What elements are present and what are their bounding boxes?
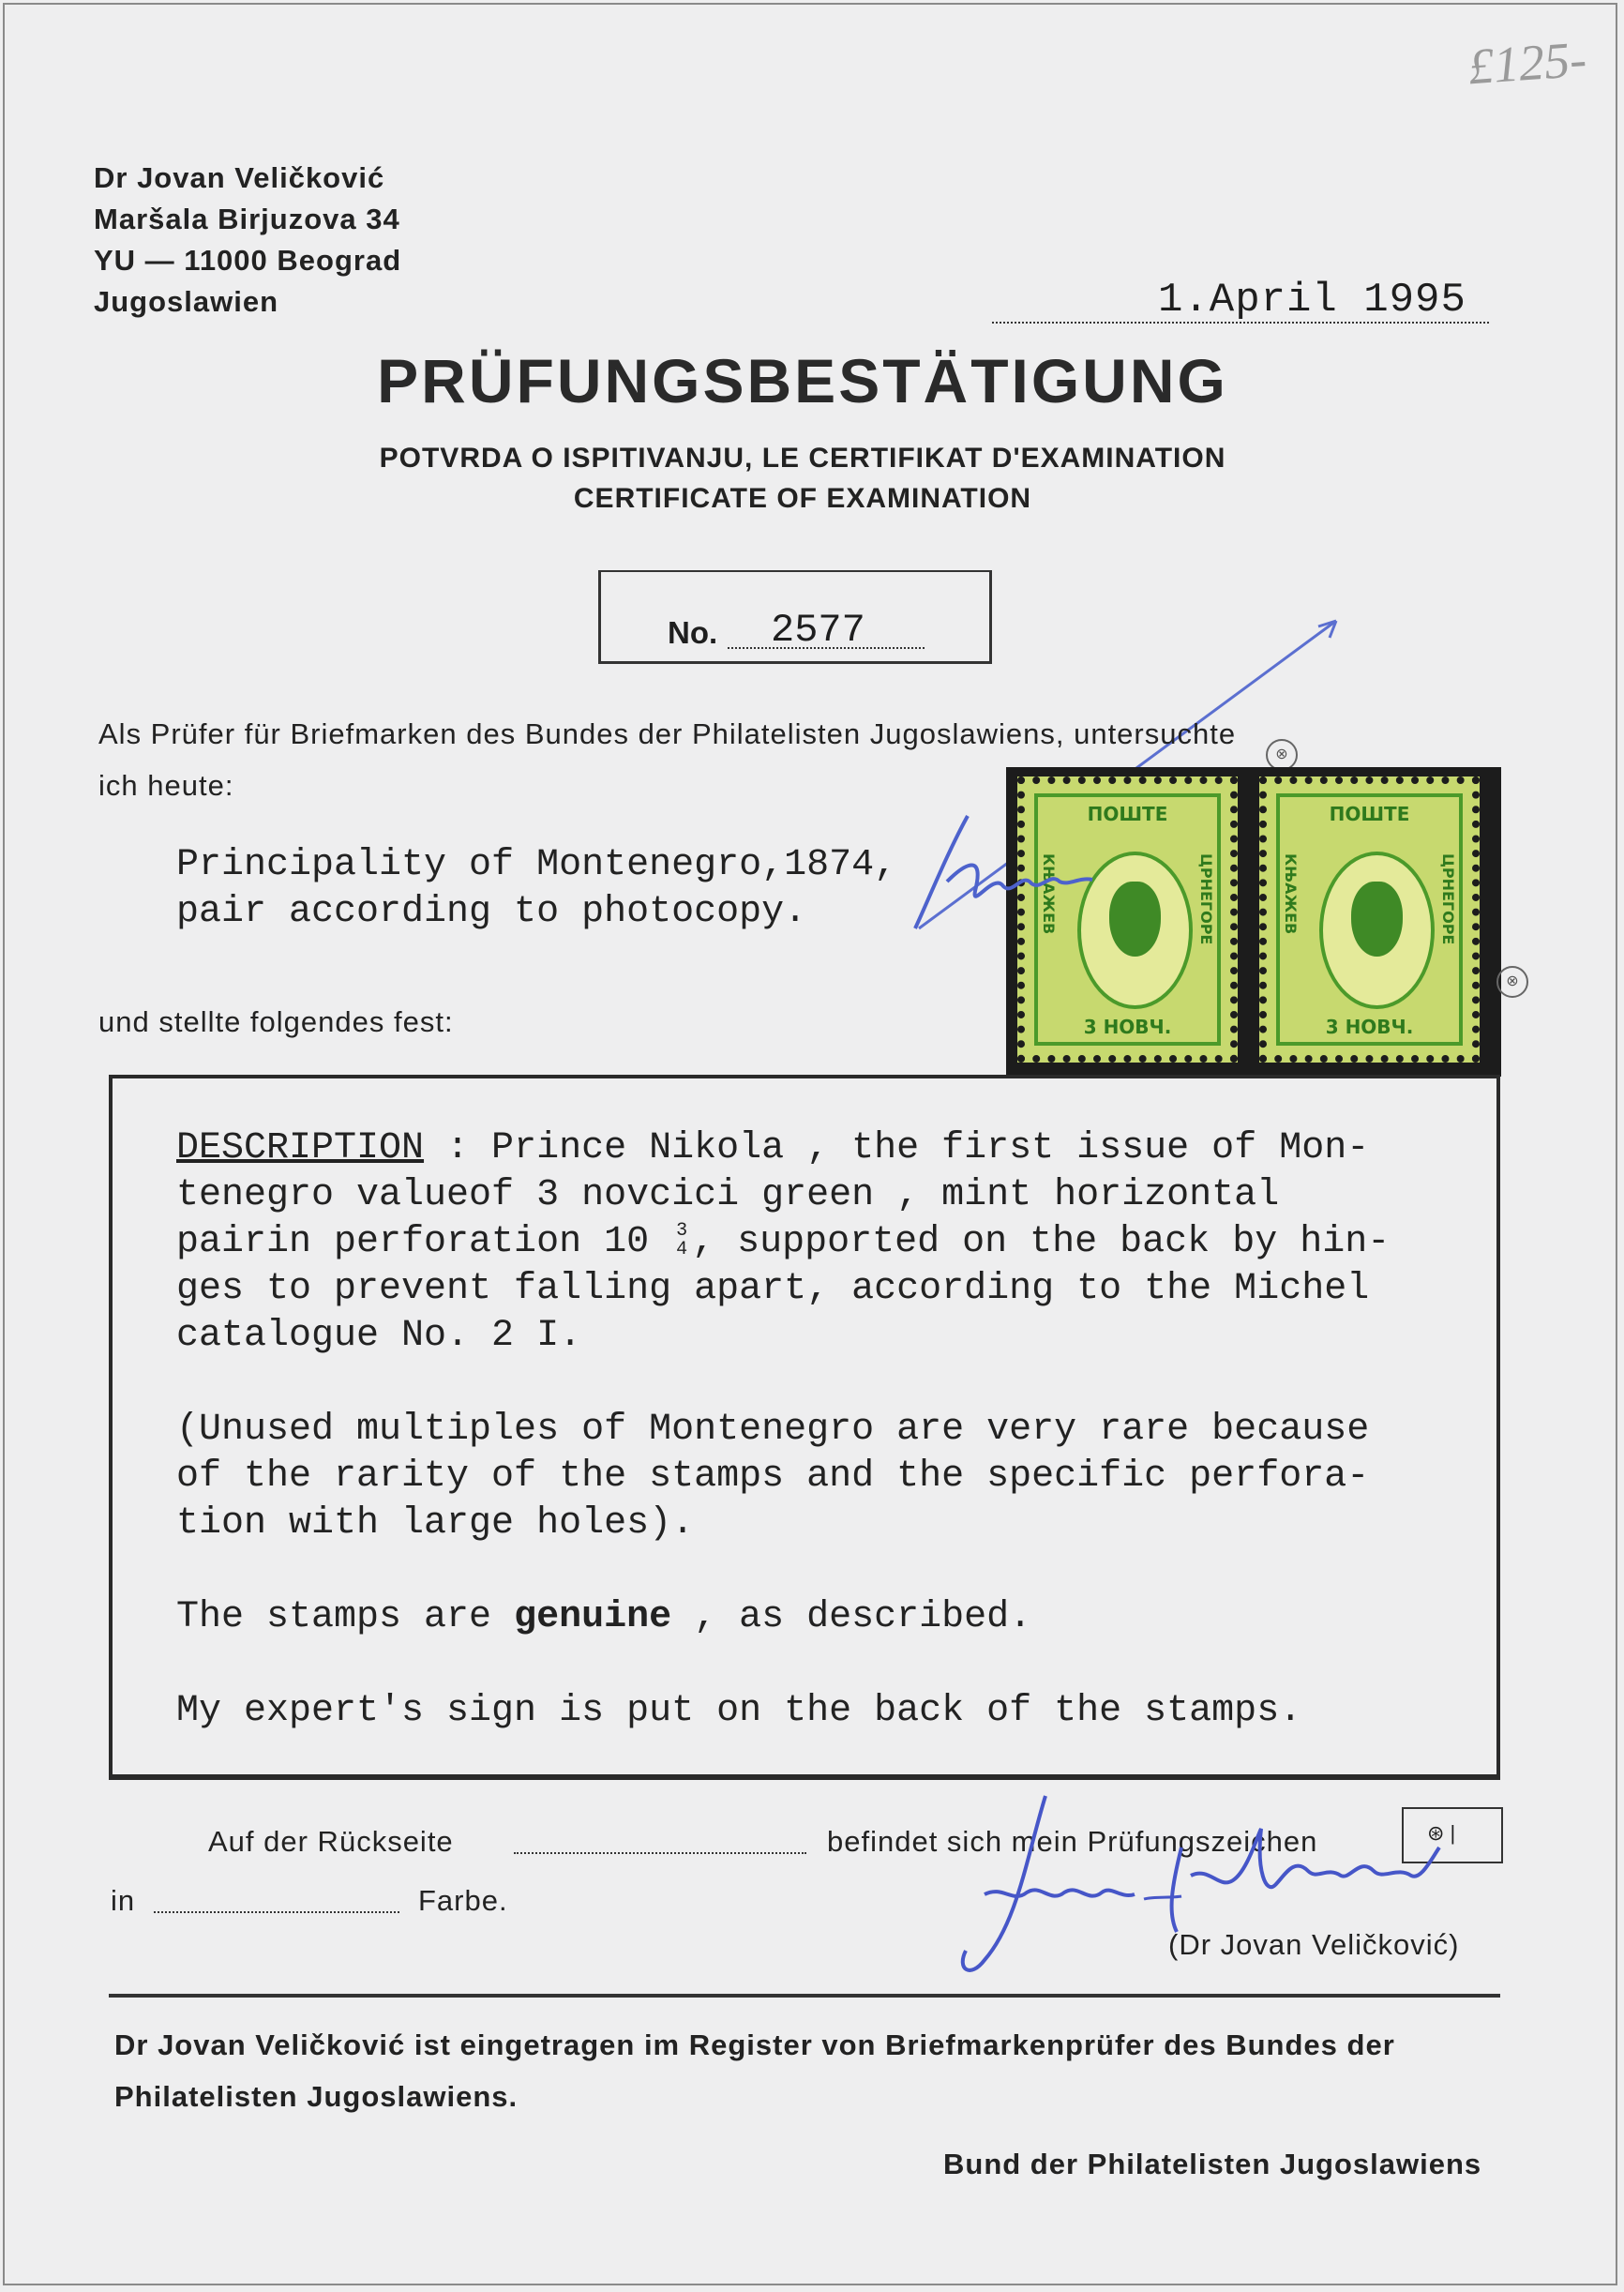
description-text: , supported on the back by hin- xyxy=(692,1221,1391,1263)
genuine-statement xyxy=(176,1596,1031,1638)
examiner-name: Dr Jovan Veličković xyxy=(94,161,385,194)
color-farbe-label: Farbe. xyxy=(418,1884,508,1917)
stamp-value-text: 3 НОВЧ. xyxy=(1083,1016,1172,1038)
subtitle-english: CERTIFICATE OF EXAMINATION xyxy=(573,483,1032,514)
fraction-denominator: 4 xyxy=(676,1239,688,1261)
prince-portrait-medallion xyxy=(1319,852,1435,1009)
footer-registry-line-2: Philatelisten Jugoslawiens. xyxy=(114,2080,519,2113)
item-description-line-1: Principality of Montenegro,1874, xyxy=(176,844,897,886)
examiner-city: YU — 11000 Beograd xyxy=(94,244,402,277)
expert-sign-statement: My expert's sign is put on the back of the stamps. xyxy=(176,1690,1302,1732)
genuine-suffix: , as described. xyxy=(671,1596,1032,1638)
stamp-value-text: 3 НОВЧ. xyxy=(1325,1016,1414,1038)
page-title: PRÜFUNGSBESTÄTIGUNG xyxy=(377,346,1228,415)
blue-initials-signature xyxy=(910,797,1097,938)
prince-head-icon xyxy=(1109,882,1161,957)
prince-head-icon xyxy=(1351,882,1403,957)
certificate-date: 1.April 1995 xyxy=(1158,277,1466,324)
pencil-price-note: £125- xyxy=(1466,30,1588,96)
description-line-1 xyxy=(176,1127,1369,1169)
subtitle-multilingual: POTVRDA O ISPITIVANJU, LE CERTIFIKAT D'EXAMINATION xyxy=(379,443,1226,474)
examiner-country: Jugoslawien xyxy=(94,285,279,318)
stamp-top-text: ПОШТЕ xyxy=(1087,803,1168,825)
examiner-handwritten-signature xyxy=(947,1782,1510,1998)
examiner-mark-icon: ⊛ | xyxy=(1427,1821,1456,1845)
genuine-word: genuine xyxy=(514,1596,672,1638)
back-side-label: Auf der Rückseite xyxy=(208,1825,454,1858)
stamp-right-text: ЦРНЕГОРЕ xyxy=(1439,853,1457,945)
stamp-left-text: КЊАЖЕВ xyxy=(1040,853,1058,935)
stamp-frame xyxy=(1276,793,1463,1046)
stamp-top-text: ПОШТЕ xyxy=(1329,803,1410,825)
examiner-street: Maršala Birjuzova 34 xyxy=(94,203,400,235)
stamp-right-text: ЦРНЕГОРЕ xyxy=(1197,853,1215,945)
color-in-label: in xyxy=(111,1884,136,1917)
intro-text-line-1: Als Prüfer für Briefmarken des Bundes der Philatelisten Jugoslawiens, untersuchte xyxy=(98,717,1237,750)
rarity-note-line-1: (Unused multiples of Montenegro are very rare because xyxy=(176,1409,1370,1451)
footer-divider xyxy=(109,1994,1500,1998)
genuine-prefix: The stamps are xyxy=(176,1596,515,1638)
description-line-2: tenegro valueof 3 novcici green , mint horizontal xyxy=(176,1174,1280,1216)
item-description-line-2: pair according to photocopy. xyxy=(176,891,807,933)
rarity-note-line-3: tion with large holes). xyxy=(176,1502,695,1545)
findings-label: und stellte folgendes fest: xyxy=(98,1005,454,1038)
certificate-number: 2577 xyxy=(771,608,865,653)
footer-signoff: Bund der Philatelisten Jugoslawiens xyxy=(943,2148,1482,2180)
back-side-dotted-line xyxy=(514,1852,806,1854)
signature-name: (Dr Jovan Veličković) xyxy=(1168,1928,1460,1961)
fraction-numerator: 3 xyxy=(676,1220,688,1243)
rarity-note-line-2: of the rarity of the stamps and the specific perfora- xyxy=(176,1455,1370,1498)
description-line-3 xyxy=(176,1221,1390,1263)
description-text: pairin perforation 10 xyxy=(176,1221,672,1263)
stamp-right xyxy=(1259,777,1480,1063)
fraction-three-quarters xyxy=(671,1222,692,1259)
stamp-left-text: КЊАЖЕВ xyxy=(1282,853,1300,935)
description-text: : Prince Nikola , the first issue of Mon- xyxy=(424,1127,1370,1169)
description-label: DESCRIPTION xyxy=(176,1127,425,1169)
intro-text-line-2: ich heute: xyxy=(98,769,234,802)
examiner-seal-icon: ⊗ xyxy=(1266,739,1298,771)
color-dotted-line xyxy=(154,1911,399,1913)
examiner-seal-icon: ⊗ xyxy=(1496,966,1528,998)
certificate-number-label: No. xyxy=(668,615,718,650)
footer-registry-line-1: Dr Jovan Veličković ist eingetragen im Register von Briefmarkenprüfer des Bundes der xyxy=(114,2028,1395,2061)
examination-mark-label: befindet sich mein Prüfungszeichen xyxy=(827,1825,1318,1858)
description-line-5: catalogue No. 2 I. xyxy=(176,1315,582,1357)
description-line-4: ges to prevent falling apart, according to the Michel xyxy=(176,1268,1370,1310)
